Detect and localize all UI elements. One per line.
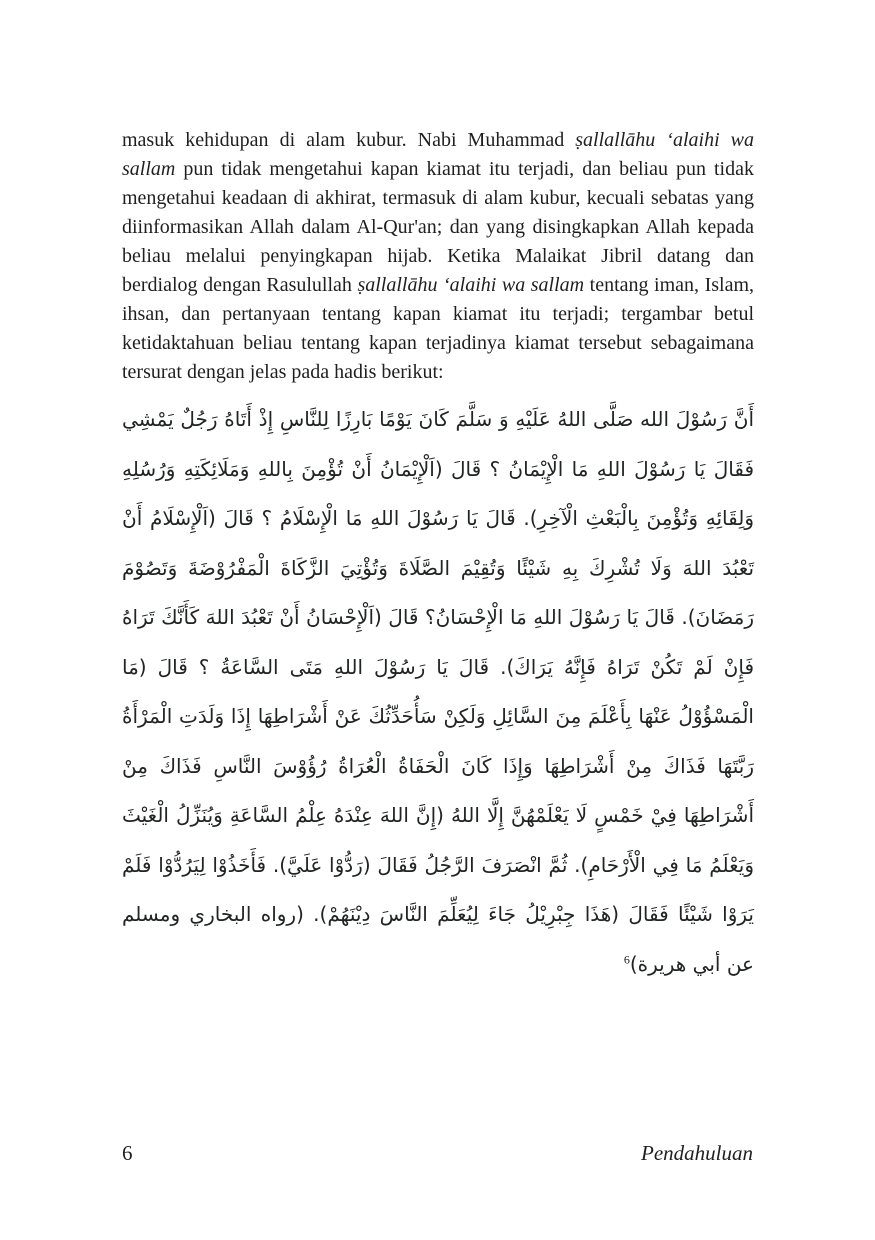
section-title: Pendahuluan [641,1141,753,1165]
hadith-arabic-text [122,395,754,989]
hadith-line: خَمْسٍ لَا يَعْلَمْهُنَّ إِلَّا اللهُ (إِنَّ اللهَ عِنْدَهُ عِلْمُ السَّاعَةِ وَيُنَزِّلُ الْغَيْثَ وَيَعْلَمُ [122,803,755,877]
footnote-marker: 6 [623,951,630,966]
hadith-line: السَّائِلِ وَلَكِنْ سَأُحَدِّثُكَ عَنْ أَشْرَاطِهَا إِذَا وَلَدَتِ الْمَرْأَةُ رَبَّتَهَا فَذَاكَ مِنْ [122,704,754,778]
text-segment: pun tidak mengetahui kapan kiamat itu terjadi, dan beliau pun tidak mengetahui keadaan di akhirat, termasuk di alam kubur, kecuali sebatas yang diinformasikan Allah dalam Al-Qur'an; dan yang disingkapkan Allah kepada beliau melalui penyingkapan hijab. Ketika Malaikat Jibril datang dan berdialog dengan Rasulullah [122,158,754,296]
hadith-line: البخاري ومسلم عن أبي هريرة) [122,902,754,976]
text-segment: tentang iman, Islam, ihsan, dan pertanyaan tentang kapan kiamat itu terjadi; tergambar betul ketidaktahuan beliau tentang kapan terjadinya kiamat tersebut sebagaimana tersurat dengan jelas pada hadis berikut: [122,274,754,383]
text-segment: masuk kehidupan di alam kubur. Nabi Muhammad [122,129,576,151]
hadith-line: الْإِحْسَانُ؟ قَالَ (اَلْإِحْسَانُ أَنْ تَعْبُدَ اللهَ كَأَنَّكَ تَرَاهُ فَإِنْ لَمْ تَكُنْ تَرَاهُ فَإِنَّهُ [122,605,755,679]
page-content [122,126,754,989]
hadith-line: أَنَّ رَسُوْلَ الله صَلَّى اللهُ عَلَيْهِ وَ سَلَّمَ كَانَ يَوْمًا بَارِزًا لِلنَّاسِ إِذْ أَتَاهُ رَجُلٌ [180,407,755,431]
hadith-line: مَا فِي الْأَرْحَامِ). ثُمَّ انْصَرَفَ الرَّجُلُ فَقَالَ (رَدُّوْا عَلَيَّ). فَأَخَذُوْا لِيَرُدُّوْا [158,852,703,877]
text-segment-italic: ṣallallāhu ‘alaihi wa sallam [122,129,754,180]
text-segment-italic: ṣallallāhu ‘alaihi wa sallam [357,274,585,296]
hadith-line: يَمْشِي فَقَالَ يَا رَسُوْلَ اللهِ مَا الْإِيْمَانُ ؟ قَالَ (اَلْإِيْمَانُ أَنْ تُؤْمِنَ بِاللهِ [122,407,755,481]
hadith-line: أَشْرَاطِهَا وَإِذَا كَانَ الْحَفَاةُ الْعُرَاةُ رُؤُوْسَ النَّاسِ فَذَاكَ مِنْ أَشْرَاطِهَا فِيْ [122,753,754,827]
page-footer [122,1141,753,1166]
body-paragraph [122,126,754,387]
hadith-line: الْإِسْلَامُ ؟ قَالَ (اَلْإِسْلَامُ أَنْ تَعْبُدَ اللهَ وَلَا تُشْرِكَ بِهِ شَيْئًا وَتُقِيْمَ الصَّلَاةَ [122,506,755,580]
page-number: 6 [122,1141,133,1165]
hadith-line: وَتُؤْتِيَ الزَّكَاةَ الْمَفْرُوْضَةَ وَتَصُوْمَ رَمَضَانَ). قَالَ يَا رَسُوْلَ اللهِ مَا [122,555,754,629]
hadith-line: فَلَمْ يَرَوْا شَيْئًا فَقَالَ (هَذَا جِبْرِيْلُ جَاءَ لِيُعَلِّمَ النَّاسَ دِيْنَهُمْ). (رواه [122,852,754,926]
hadith-line: يَرَاكَ). قَالَ يَا رَسُوْلَ اللهِ مَتَى السَّاعَةُ ؟ قَالَ (مَا الْمَسْؤُوْلُ عَنْهَا بِأَعْلَمَ مِنَ [122,654,754,728]
hadith-line: وَمَلَائِكَتِهِ وَرُسُلِهِ وَلِقَائِهِ وَتُؤْمِنَ بِالْبَعْثِ الْآخِرِ). قَالَ يَا رَسُوْلَ اللهِ مَا [122,456,754,530]
